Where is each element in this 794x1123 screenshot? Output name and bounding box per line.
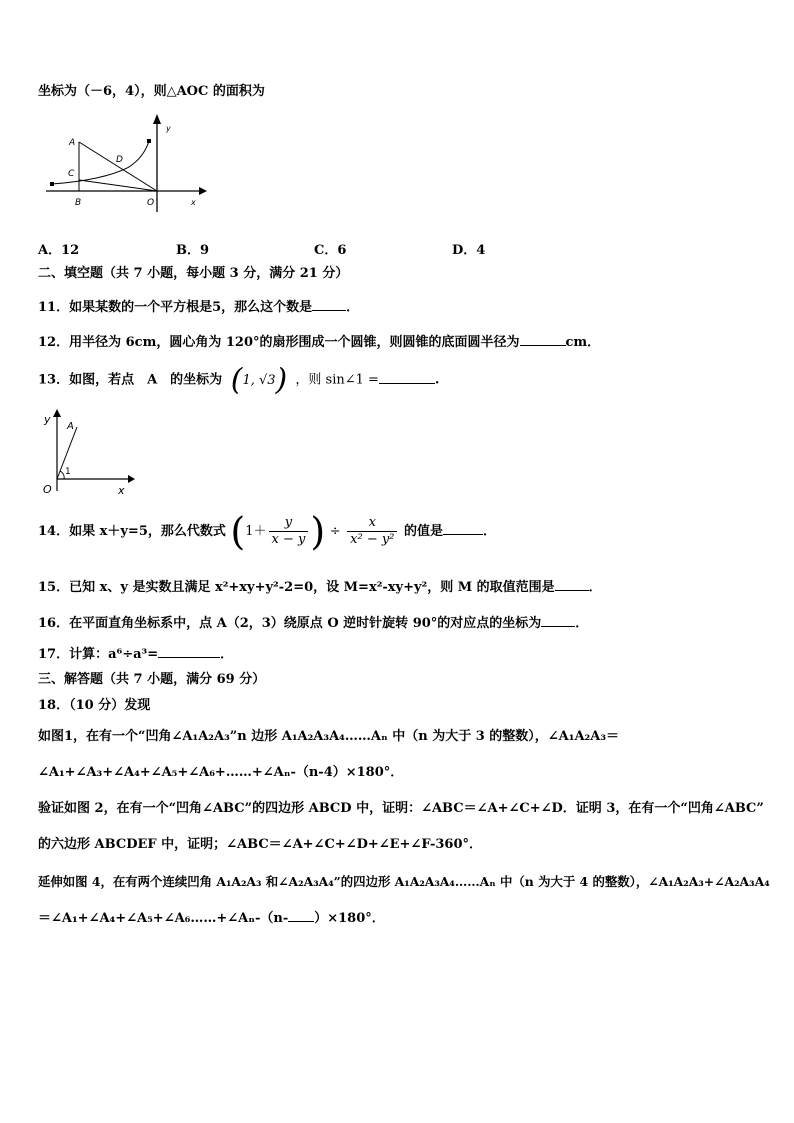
- q13-label-a: A: [67, 421, 74, 432]
- q10-curve: [52, 141, 149, 184]
- q16: [38, 614, 588, 633]
- q10-segment-co: [79, 180, 157, 191]
- q14-fraction-2: [347, 515, 397, 548]
- q14: [38, 510, 496, 554]
- q15: [38, 578, 602, 597]
- q18-p6-start: ＝∠A₁+∠A₄+∠A₅+∠A₆……+∠Aₙ-（n-: [38, 911, 289, 926]
- q18-paragraph-1: 如图1，在有一个“凹角∠A₁A₂A₃”n 边形 A₁A₂A₃A₄……Aₙ 中（n 为大于 3 的整数），∠A₁A₂A₃＝: [38, 729, 620, 744]
- q14-frac2-denominator: x² − y²: [350, 532, 395, 547]
- q13-end: .: [434, 372, 440, 388]
- q17-end: ．: [220, 647, 234, 662]
- q11: [38, 298, 359, 317]
- q14-pre: 14．如果 x＋y=5，那么代数式: [38, 524, 226, 539]
- q13-pre: 13．如图，若点 A 的坐标为: [38, 372, 223, 388]
- q11-answer-blank: [312, 298, 346, 311]
- q10-stem: 坐标为（－6，4），则△AOC 的面积为: [38, 84, 265, 99]
- q17-text: 17．计算：a⁶÷a³=: [38, 647, 159, 662]
- q13-label-y: y: [44, 413, 51, 426]
- q13-y-arrow: [53, 409, 61, 417]
- q10-label-o: O: [147, 198, 155, 208]
- q14-frac2-numerator: x: [347, 515, 397, 532]
- q12-answer-blank: [520, 333, 566, 346]
- q17-answer-blank: [158, 645, 220, 658]
- q14-frac1-denominator: x − y: [271, 532, 306, 547]
- q10-option-d: D．4: [452, 243, 486, 258]
- q18-paragraph-3: 验证如图 2，在有一个“凹角∠ABC”的四边形 ABCD 中，证明：∠ABC＝∠A+∠C+∠D．证明 3，在有一个“凹角∠ABC”: [38, 801, 764, 816]
- q15-answer-blank: [555, 578, 589, 591]
- q16-text: 16．在平面直角坐标系中，点 A（2，3）绕原点 O 逆时针旋转 90°的对应点的坐标为: [38, 616, 542, 631]
- q18-paragraph-2: ∠A₁+∠A₃+∠A₄+∠A₅+∠A₆+……+∠Aₙ-（n-4）×180°．: [38, 765, 404, 780]
- q13-label-1: 1: [65, 467, 71, 477]
- section-3-title: 三、解答题（共 7 小题，满分 69 分）: [38, 672, 266, 687]
- q10-option-b: B．9: [176, 243, 210, 258]
- section-2-title: 二、填空题（共 7 小题，每小题 3 分，满分 21 分）: [38, 266, 349, 281]
- q18-p6-end: ）×180°．: [314, 911, 385, 926]
- q10-option-a: A．12: [38, 243, 80, 258]
- q13-mid: ，则 sin∠1 =: [295, 372, 379, 388]
- q13: [38, 362, 440, 397]
- q15-text: 15．已知 x、y 是实数且满足 x²+xy+y²-2=0，设 M=x²-xy+y²，则 M 的取值范围是: [38, 580, 555, 595]
- q11-text: 11．如果某数的一个平方根是5，那么这个数是: [38, 300, 313, 315]
- q11-end: ．: [346, 300, 360, 315]
- q18-paragraph-4: 的六边形 ABCDEF 中，证明；∠ABC＝∠A+∠C+∠D+∠E+∠F-360°．: [38, 837, 483, 852]
- q12-end: cm．: [565, 335, 601, 350]
- q14-right-paren: ): [310, 509, 326, 554]
- q14-answer-blank: [443, 522, 483, 535]
- q17: [38, 645, 233, 664]
- q14-fraction-1: [269, 515, 309, 548]
- q10-label-d: D: [116, 155, 123, 165]
- q12-text: 12．用半径为 6cm，圆心角为 120°的扇形围成一个圆锥，则圆锥的底面圆半径为: [38, 335, 520, 350]
- q16-end: ．: [575, 616, 589, 631]
- q13-label-x: x: [118, 484, 125, 497]
- q15-end: ．: [588, 580, 602, 595]
- q10-label-b: B: [75, 198, 82, 208]
- q18-answer-blank: [288, 909, 314, 922]
- q14-left-paren: (: [230, 509, 246, 554]
- q13-left-paren: (: [230, 362, 243, 397]
- q10-curve-end-top: [147, 139, 151, 143]
- q10-label-a: A: [69, 138, 76, 148]
- q18-head: 18．（10 分）发现: [38, 698, 151, 713]
- q18-paragraph-5: 延伸如图 4，在有两个连续凹角 A₁A₂A₃ 和∠A₂A₃A₄”的四边形 A₁A₂A₃A₄……Aₙ 中（n 为大于 4 的整数），∠A₁A₂A₃+∠A₂A₃A₄: [38, 874, 770, 889]
- q10-figure: [44, 112, 214, 212]
- q18-paragraph-6: [38, 909, 385, 928]
- q14-post: 的值是: [403, 524, 443, 539]
- q14-end: ．: [482, 524, 496, 539]
- q16-answer-blank: [541, 614, 575, 627]
- q14-one-plus: 1＋: [245, 524, 267, 539]
- q10-x-arrow: [199, 187, 207, 195]
- q14-divide: ÷: [329, 524, 341, 539]
- q13-right-paren: ): [275, 362, 288, 397]
- q13-x-arrow: [128, 475, 135, 483]
- q13-coord-value: 1, √3: [242, 372, 276, 388]
- q14-frac1-numerator: y: [269, 515, 309, 532]
- q13-answer-blank: [379, 371, 435, 384]
- q13-coordinate: [230, 362, 292, 397]
- q10-label-x: x: [191, 198, 196, 207]
- q10-option-c: C．6: [314, 243, 347, 258]
- q12: [38, 333, 600, 352]
- q10-label-y: y: [166, 124, 171, 133]
- q13-figure: [38, 407, 138, 497]
- q13-label-o: O: [43, 483, 52, 496]
- q10-label-c: C: [68, 169, 75, 179]
- q10-curve-end-left: [50, 182, 54, 186]
- q10-y-arrow: [153, 114, 161, 124]
- q13-angle-arc: [60, 471, 64, 479]
